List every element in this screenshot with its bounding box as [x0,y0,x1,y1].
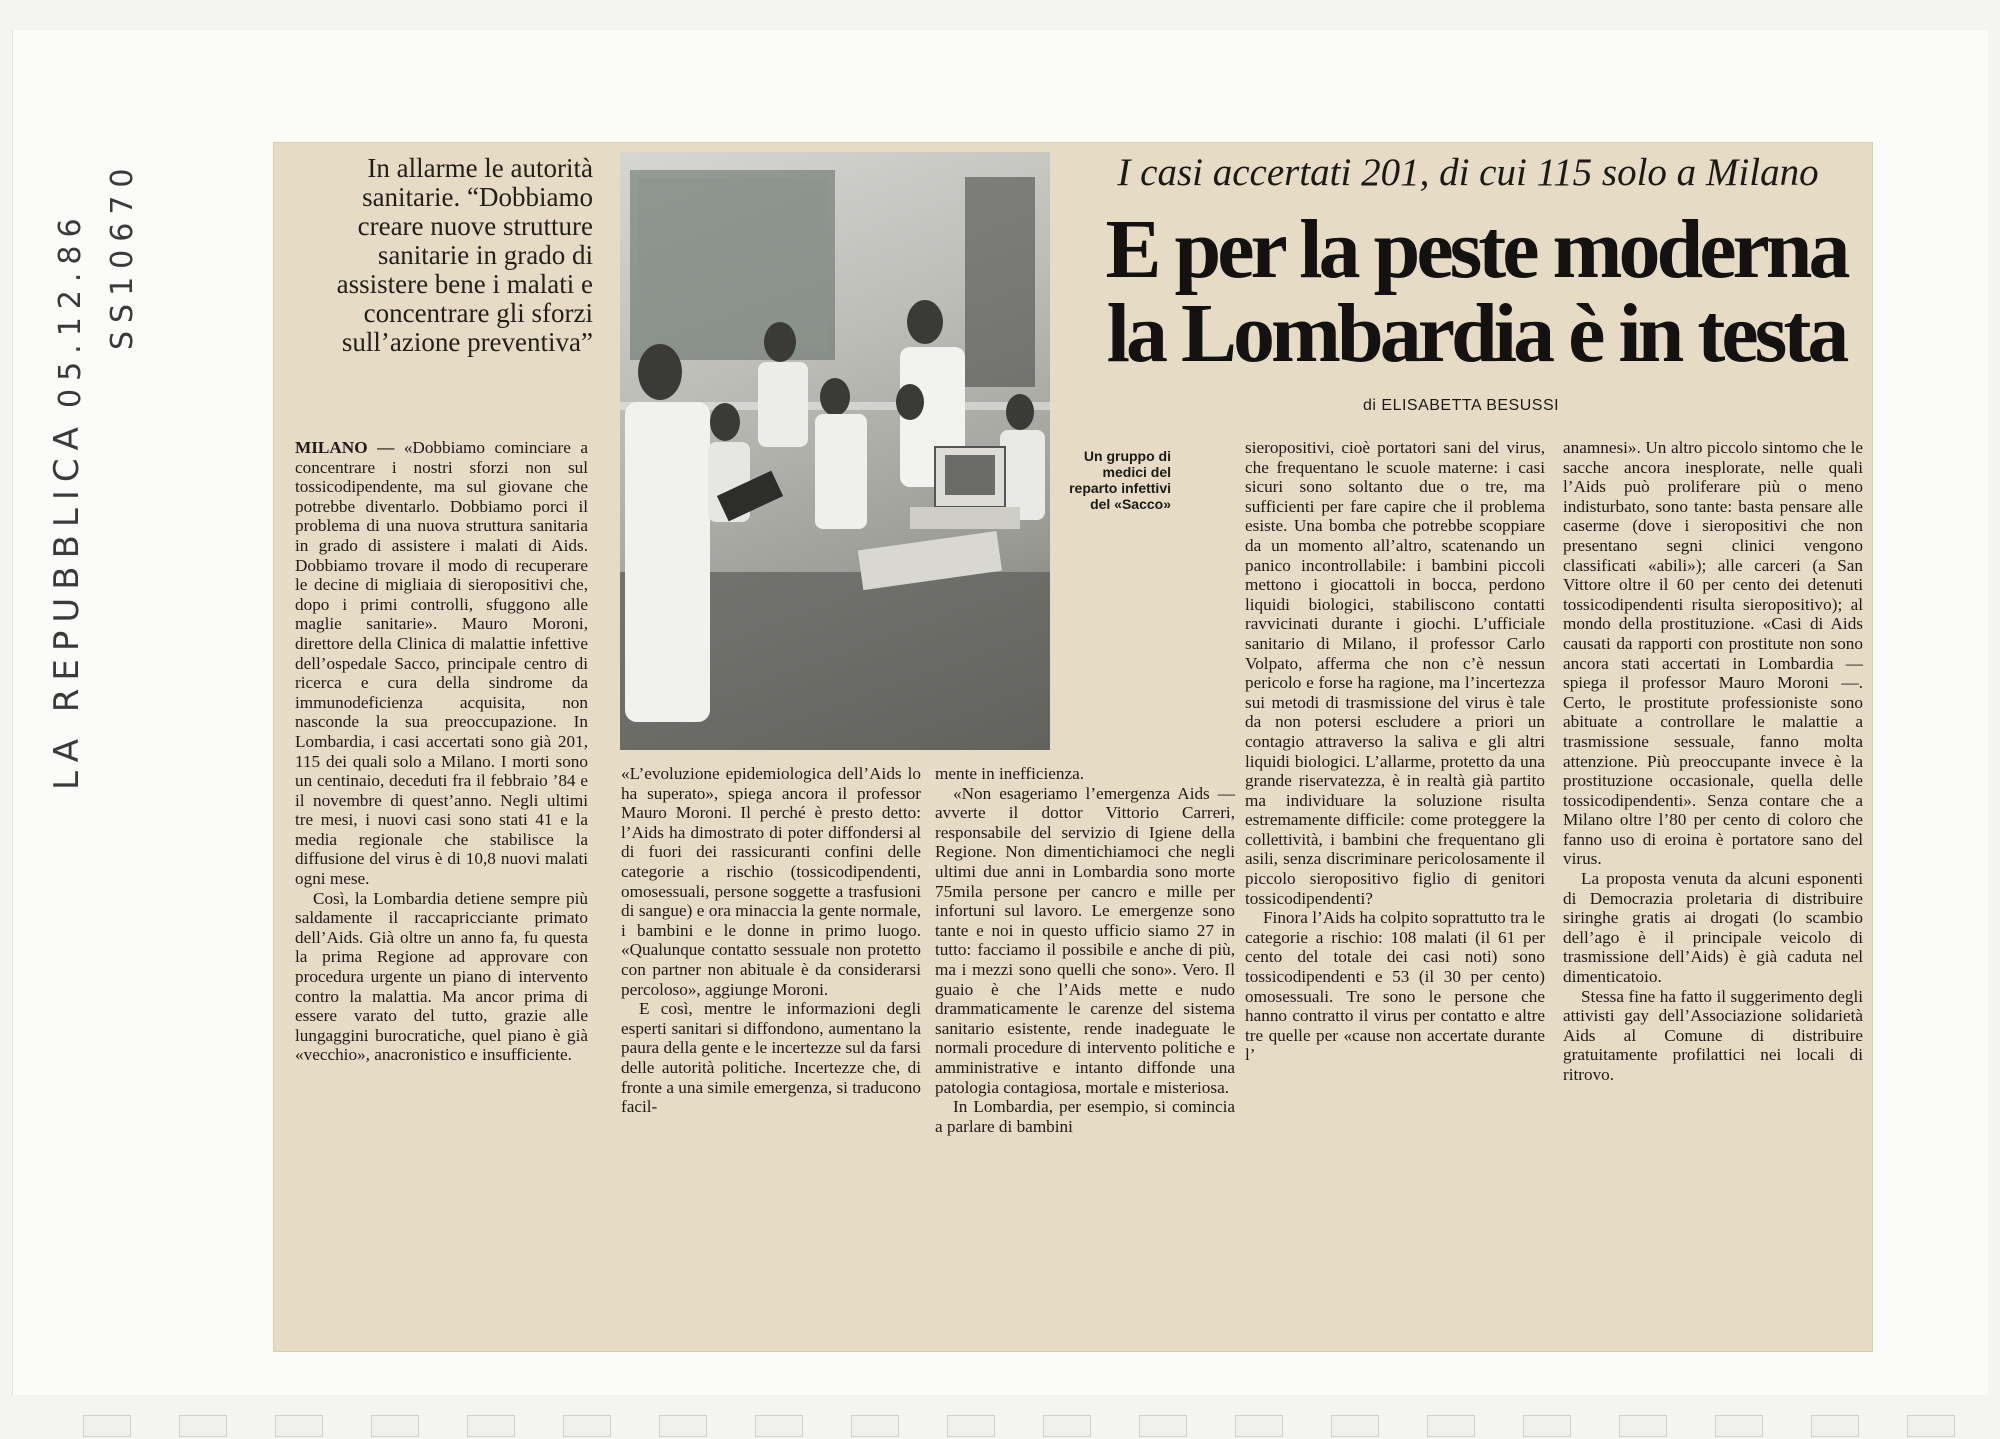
dateline: MILANO — [295,438,395,457]
column-2-paragraph-1: «L’evoluzione epidemiologica dell’Aids lo ha superato», spiega ancora il professor Mauro Moroni. Il perché è presto detto: l’Aids ha dimostrato di poter diffondersi al di fuori dei rassicuranti confini delle categorie a rischio (tossicodipendenti, omosessuali, persone soggette a trasfusioni di sangue) e ora minaccia la gente normale, i bambini e le donne in primo luogo. «Qualunque contatto sessuale non protetto con partner non abituale è da considerarsi percoloso», aggiunge Moroni. [621,764,921,999]
article-column-4 [1245,438,1545,1065]
column-5-paragraph-1: anamnesi». Un altro piccolo sintomo che le sacche ancora inesplorate, nelle quali l’Aids può proliferare più o meno indisturbato, sono tante: basta pensare alle caserme (dove i sieropositivi che non presentano segni clinici vengono classificati «abili»); alle carceri (a San Vittore oltre il 60 per cento dei detenuti tossicodipendenti risulta sieropositivo); al mondo della prostituzione. «Casi di Aids causati da rapporti con prostitute non sono ancora stati accertati in Lombardia — spiega il professor Mauro Moroni —. Certo, le prostitute professioniste sono abituate a controllare le malattie a trasmissione sessuale, fanno molta attenzione. Più preoccupante invece è la prostituzione occasionale, quella delle tossicodipendenti». Senza contare che a Milano oltre l’80 per cento di coloro che fanno uso di eroina è portatore sano del virus. [1563,438,1863,869]
photo-caption: Un gruppo di medici del reparto infettivi del «Sacco» [1069,448,1171,512]
article-byline: di ELISABETTA BESUSSI [1363,397,1560,414]
article-kicker: I casi accertati 201, di cui 115 solo a Milano [1117,151,1819,194]
column-3-paragraph-1: «Non esageriamo l’emergenza Aids — avverte il dottor Vittorio Carreri, responsabile del servizio di Igiene della Regione. Non dimentichiamoci che negli ultimi due anni in Lombardia sono morte 75mila persone per cancro e mille per infortuni sul lavoro. Le emergenze sono tante e noi in questo ufficio siamo 27 in tutto: facciamo il possibile e anche di più, ma i mezzi sono quelli che sono». Vero. Il guaio è che l’Aids mette e nudo drammaticamente le carenze del sistema sanitario esistente, rende inadeguate le normali procedure di intervento politiche e amministrative e intanto diffonde una patologia contagiosa, mortale e misteriosa. [935,783,1235,1097]
newspaper-clipping [273,142,1873,1352]
headline-line-1: E per la peste moderna [1105,203,1847,296]
article-column-1 [295,438,588,1065]
margin-date: 05.12.86 [53,210,88,408]
column-4-paragraph-1: sieropositivi, cioè portatori sani del virus, che frequentano le scuole materne: i casi sicuri sono soltanto due o tre, ma sufficienti per fare capire che il problema esiste. Una bomba che potrebbe scoppiare da un momento all’altro, scatenando un panico incontrollabile: i bambini piccoli mettono i giocattoli in bocca, perdono liquidi biologici, stabiliscono contatti ravvicinati durante i giochi. L’ufficiale sanitario di Milano, il professor Carlo Volpato, afferma che non c’è nessun pericolo e forse ha ragione, ma l’incertezza sui metodi di trasmissione del virus è tale da non potersi escludere a priori un contagio attraverso la saliva e gli altri liquidi biologici. L’allarme, protetto da una grande riservatezza, è in realtà già partito ma individuare la soluzione risulta estremamente difficile: come proteggere la collettività, i bambini che frequentano gli asili, senza discriminare pericolosamente il piccolo sieropositivo figlio di genitori tossicodipendenti? [1245,438,1545,908]
margin-source: LA REPUBBLICA [47,419,87,790]
article-photo [620,152,1050,750]
column-4-paragraph-2: Finora l’Aids ha colpito soprattutto tra le categorie a rischio: 108 malati (il 61 per cento del totale dei casi noti) sono tossicodipendenti e 53 (il 30 per cento) omosessuali. Tre sono le persone che hanno contratto il virus per contatto e altre tre quelle per «cause non accertate durante l’ [1245,908,1545,1065]
photo-illustration [620,152,1050,750]
article-headline [1091,203,1861,380]
article-column-2 [621,764,921,1117]
column-1-paragraph-2: Così, la Lombardia detiene sempre più saldamente il raccapricciante primato dell’Aids. Già oltre un anno fa, fu questa la prima Regione ad approvare con procedura urgente un piano di intervento contro la malattia. Ma ancor prima di essere varato del tutto, grazie alle lungaggini burocratiche, quel piano è già «vecchio», anacronistico e insufficiente. [295,888,588,1065]
article-column-3 [935,764,1235,1136]
column-5-paragraph-2: La proposta venuta da alcuni esponenti di Democrazia proletaria di distribuire siringhe gratis ai drogati (lo scambio dell’ago è il principale veicolo di trasmissione dell’Aids) è già caduta nel dimenticatoio. [1563,869,1863,987]
article-column-5 [1563,438,1863,1085]
margin-code: SS10670 [105,160,140,350]
scanned-page [12,30,1988,1395]
handwritten-margin-note [43,150,140,810]
column-3-paragraph-2: In Lombardia, per esempio, si comincia a parlare di bambini [935,1097,1235,1136]
article-deck: In allarme le autorità sanitarie. “Dobbiamo creare nuove strutture sanitarie in grado di assistere bene i malati e concentrare gli sforzi sull’azione preventiva” [336,153,593,357]
binder-holes [83,1415,1963,1439]
headline-line-2: la Lombardia è in testa [1106,287,1846,380]
column-3-paragraph-0: mente in inefficienza. [935,764,1085,783]
column-2-paragraph-2: E così, mentre le informazioni degli esperti sanitari si diffondono, aumentano la paura della gente e le incertezze sul da farsi delle autorità politiche. Incertezze che, di fronte a una simile emergenza, si traducono facil- [621,999,921,1117]
column-1-paragraph-1 [295,438,588,889]
column-5-paragraph-3: Stessa fine ha fatto il suggerimento degli attivisti gay dell’Associazione solidarietà Aids al Comune di distribuire gratuitamente profilattici nei locali di ritrovo. [1563,986,1863,1084]
column-1-paragraph-1-text: «Dobbiamo cominciare a concentrare i nostri sforzi non sul tossicodipendente, ma sul giovane che potrebbe diventarlo. Dobbiamo porci il problema di una nuova struttura sanitaria in grado di assistere i malati di Aids. Dobbiamo trovare il modo di recuperare le decine di migliaia di sieropositivi che, dopo i primi controlli, sfuggono alle maglie sanitarie». Mauro Moroni, direttore della Clinica di malattie infettive dell’ospedale Sacco, principale centro di ricerca e cura della sindrome da immunodeficienza acquisita, non nasconde la sua preoccupazione. In Lombardia, i casi accertati sono già 201, 115 dei quali solo a Milano. I morti sono un centinaio, deceduti fra il febbraio ’84 e il novembre di quest’anno. Negli ultimi tre mesi, i nuovi casi sono stati 41 e la media regionale che stabilisce la diffusione del virus è di 10,8 nuovi malati ogni mese. [295,438,588,889]
